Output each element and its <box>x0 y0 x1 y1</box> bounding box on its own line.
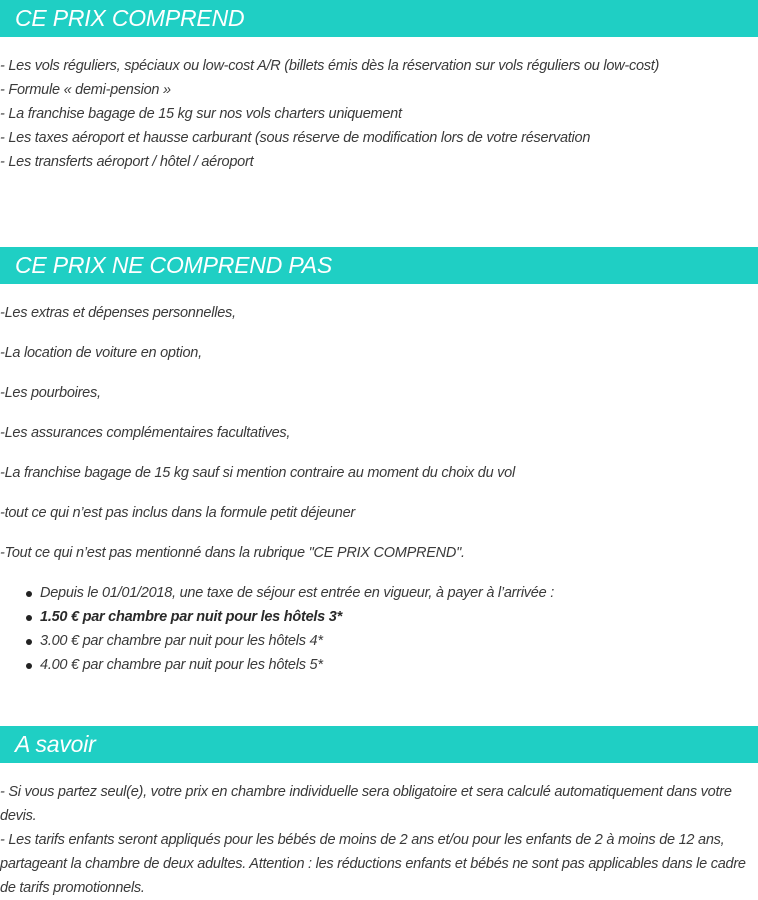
excludes-list <box>0 293 515 573</box>
list-item: -Les extras et dépenses personnelles, <box>0 305 236 321</box>
section-header-savoir: A savoir <box>0 726 758 763</box>
savoir-content <box>0 780 752 900</box>
list-item: -tout ce qui n’est pas inclus dans la formule petit déjeuner <box>0 505 355 521</box>
list-item: - Les vols réguliers, spéciaux ou low-cost A/R (billets émis dès la réservation sur vols réguliers ou low-cost) <box>0 58 660 74</box>
paragraph: - Si vous partez seul(e), votre prix en chambre individuelle sera obligatoire et sera calculé automatiquement dans votre devis. <box>0 784 732 824</box>
list-item: -Tout ce qui n’est pas mentionné dans la rubrique "CE PRIX COMPREND". <box>0 545 465 561</box>
list-item: -Les pourboires, <box>0 385 101 401</box>
list-item: -La location de voiture en option, <box>0 345 202 361</box>
paragraph: - Les tarifs enfants seront appliqués pour les bébés de moins de 2 ans et/ou pour les enfants de 2 à moins de 12 ans, partageant la chambre de deux adultes. Attention : les réductions enfants et bébés ne sont pas applicables dans le cadre de tarifs promotionnels. <box>0 832 746 896</box>
tourist-tax-list <box>0 581 554 677</box>
list-item: -La franchise bagage de 15 kg sauf si mention contraire au moment du choix du vol <box>0 465 515 481</box>
list-item: - Les taxes aéroport et hausse carburant (sous réserve de modification lors de votre réservation <box>0 130 591 146</box>
list-item: - Les transferts aéroport / hôtel / aéroport <box>0 154 254 170</box>
bullet-item: 3.00 € par chambre par nuit pour les hôtels 4* <box>0 629 554 653</box>
section-header-includes: CE PRIX COMPREND <box>0 0 758 37</box>
bullet-item: 1.50 € par chambre par nuit pour les hôtels 3* <box>0 605 554 629</box>
includes-list <box>0 54 659 174</box>
section-header-excludes: CE PRIX NE COMPREND PAS <box>0 247 758 284</box>
list-item: - Formule « demi-pension » <box>0 82 171 98</box>
list-item: - La franchise bagage de 15 kg sur nos vols charters uniquement <box>0 106 402 122</box>
list-item: -Les assurances complémentaires facultatives, <box>0 425 291 441</box>
bullet-item: 4.00 € par chambre par nuit pour les hôtels 5* <box>0 653 554 677</box>
bullet-item: Depuis le 01/01/2018, une taxe de séjour est entrée en vigueur, à payer à l’arrivée : <box>0 581 554 605</box>
